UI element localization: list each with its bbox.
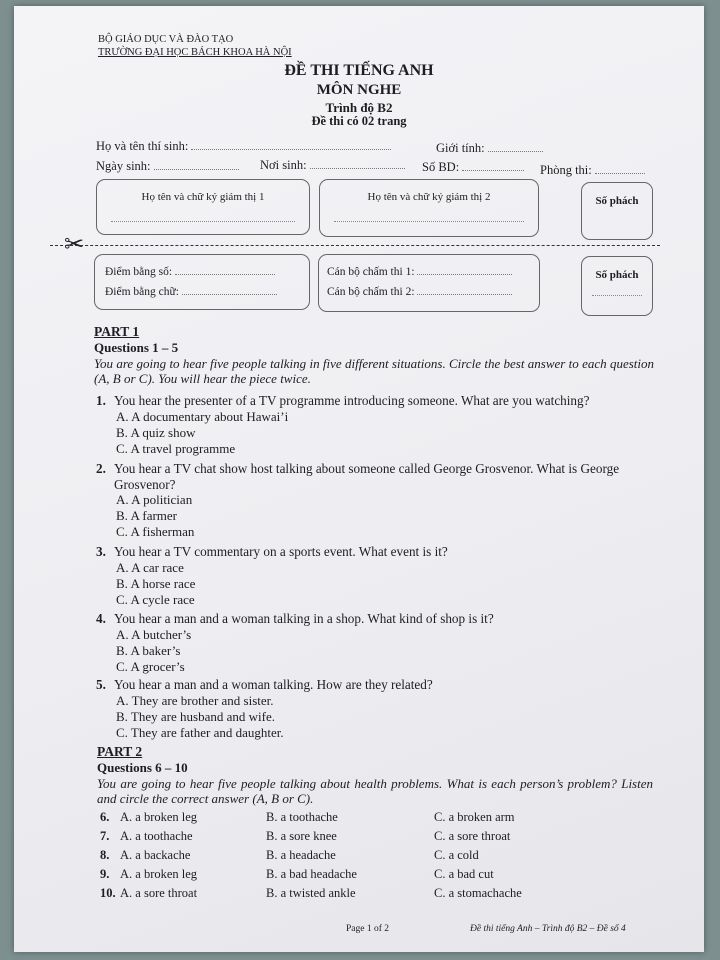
q10-option-b[interactable]: B. a twisted ankle (266, 886, 356, 900)
question-2: 2. You hear a TV chat show host talking about someone called George Grosvenor. What is George Grosvenor? (96, 461, 620, 492)
grader2-label: Cán bộ chấm thi 2: (327, 286, 415, 298)
q4-option-b[interactable]: B. A baker’s (116, 643, 181, 658)
q8-row: 8. A. a backache B. a headache C. a cold (100, 848, 660, 867)
proctor1-box[interactable] (96, 179, 310, 235)
page-number: Page 1 of 2 (346, 924, 390, 934)
q7-option-c[interactable]: C. a sore throat (434, 829, 511, 843)
part1-questions-range: Questions 1 – 5 (94, 340, 179, 355)
serial-top-label: Số phách (595, 195, 639, 207)
q6-option-c[interactable]: C. a broken arm (434, 810, 515, 824)
q1-option-a[interactable]: A. A documentary about Hawai’i (116, 409, 289, 424)
q6-option-b[interactable]: B. a toothache (266, 810, 338, 824)
q9-option-c[interactable]: C. a bad cut (434, 867, 494, 881)
sbd-field[interactable] (422, 160, 524, 175)
q9-row: 9. A. a broken leg B. a bad headache C. a bad cut (100, 867, 660, 886)
score-box[interactable] (94, 254, 310, 310)
q1-option-c[interactable]: C. A travel programme (116, 441, 236, 456)
q2-option-a[interactable]: A. A politician (116, 492, 193, 507)
part2-heading: PART 2 (97, 744, 143, 759)
proctor2-box[interactable] (319, 179, 539, 237)
part1-instructions: You are going to hear five people talking in five different situations. Circle the best answer to each question (A, B or C). You will hear the piece twice. (94, 356, 654, 386)
birthplace-field[interactable] (260, 158, 405, 173)
q5-option-b[interactable]: B. They are husband and wife. (116, 709, 275, 724)
grader-box[interactable] (318, 254, 540, 312)
q8-option-b[interactable]: B. a headache (266, 848, 336, 862)
grader1-label: Cán bộ chấm thi 1: (327, 266, 415, 278)
q5-option-a[interactable]: A. They are brother and sister. (116, 693, 274, 708)
q4-option-a[interactable]: A. A butcher’s (116, 627, 192, 642)
serial-box-top[interactable] (581, 182, 653, 240)
ministry-name: BỘ GIÁO DỤC VÀ ĐÀO TẠO (98, 34, 234, 45)
q3-option-a[interactable]: A. A car race (116, 560, 184, 575)
q7-option-a[interactable]: A. a toothache (120, 829, 193, 843)
q10-option-a[interactable]: A. a sore throat (120, 886, 198, 900)
question-3: 3. You hear a TV commentary on a sports event. What event is it? (96, 544, 448, 559)
question-1: 1. You hear the presenter of a TV programme introducing someone. What are you watching? (96, 393, 590, 408)
q6-option-a[interactable]: A. a broken leg (120, 810, 198, 824)
q3-option-b[interactable]: B. A horse race (116, 576, 196, 591)
candidate-name-field[interactable] (96, 139, 391, 154)
exam-title: ĐỀ THI TIẾNG ANH (284, 62, 434, 79)
part1-heading: PART 1 (94, 324, 140, 339)
part2-questions-range: Questions 6 – 10 (97, 760, 188, 775)
cut-line (50, 245, 660, 246)
exam-level: Trình độ B2 (325, 100, 393, 115)
question-5: 5. You hear a man and a woman talking. How are they related? (96, 677, 433, 692)
proctor2-label: Họ tên và chữ ký giám thị 2 (367, 191, 491, 203)
part2-answer-grid (100, 810, 660, 905)
gender-field[interactable] (436, 141, 543, 156)
university-name: TRƯỜNG ĐẠI HỌC BÁCH KHOA HÀ NỘI (98, 47, 292, 58)
serial-box-bottom[interactable] (581, 256, 653, 316)
document-footer: Đề thi tiếng Anh – Trình độ B2 – Đề số 4 (470, 924, 626, 934)
q2-option-c[interactable]: C. A fisherman (116, 524, 195, 539)
room-label: Phòng thi: (540, 163, 592, 177)
q4-option-c[interactable]: C. A grocer’s (116, 659, 185, 674)
question-4: 4. You hear a man and a woman talking in a shop. What kind of shop is it? (96, 611, 494, 626)
q3-option-c[interactable]: C. A cycle race (116, 592, 195, 607)
q9-option-a[interactable]: A. a broken leg (120, 867, 198, 881)
dob-label: Ngày sinh: (96, 159, 151, 173)
q2-option-b[interactable]: B. A farmer (116, 508, 178, 523)
gender-label: Giới tính: (436, 141, 485, 155)
birthplace-label: Nơi sinh: (260, 158, 307, 172)
q9-option-b[interactable]: B. a bad headache (266, 867, 357, 881)
q10-row: 10. A. a sore throat B. a twisted ankle C. a stomachache (100, 886, 660, 905)
q8-option-a[interactable]: A. a backache (120, 848, 191, 862)
q8-option-c[interactable]: C. a cold (434, 848, 479, 862)
q7-row: 7. A. a toothache B. a sore knee C. a sore throat (100, 829, 660, 848)
candidate-name-label: Họ và tên thí sinh: (96, 139, 189, 153)
exam-paper (14, 6, 704, 952)
q5-option-c[interactable]: C. They are father and daughter. (116, 725, 284, 740)
score-words-label: Điểm bằng chữ: (105, 286, 179, 298)
serial-bottom-label: Số phách (595, 269, 639, 281)
q10-option-c[interactable]: C. a stomachache (434, 886, 522, 900)
exam-subject: MÔN NGHE (316, 82, 402, 98)
proctor1-label: Họ tên và chữ ký giám thị 1 (141, 191, 265, 203)
scissors-icon: ✂ (64, 230, 85, 258)
q1-option-b[interactable]: B. A quiz show (116, 425, 196, 440)
score-number-label: Điểm bằng số: (105, 266, 173, 278)
exam-page-count: Đề thi có 02 trang (311, 114, 407, 128)
dob-field[interactable] (96, 159, 239, 174)
room-field[interactable] (540, 163, 645, 178)
part2-instructions: You are going to hear five people talking about health problems. What is each person’s problem? Listen and circle the correct answer (A, B or C). (97, 776, 653, 806)
q6-row: 6. A. a broken leg B. a toothache C. a broken arm (100, 810, 660, 829)
q7-option-b[interactable]: B. a sore knee (266, 829, 337, 843)
sbd-label: Số BD: (422, 160, 460, 174)
